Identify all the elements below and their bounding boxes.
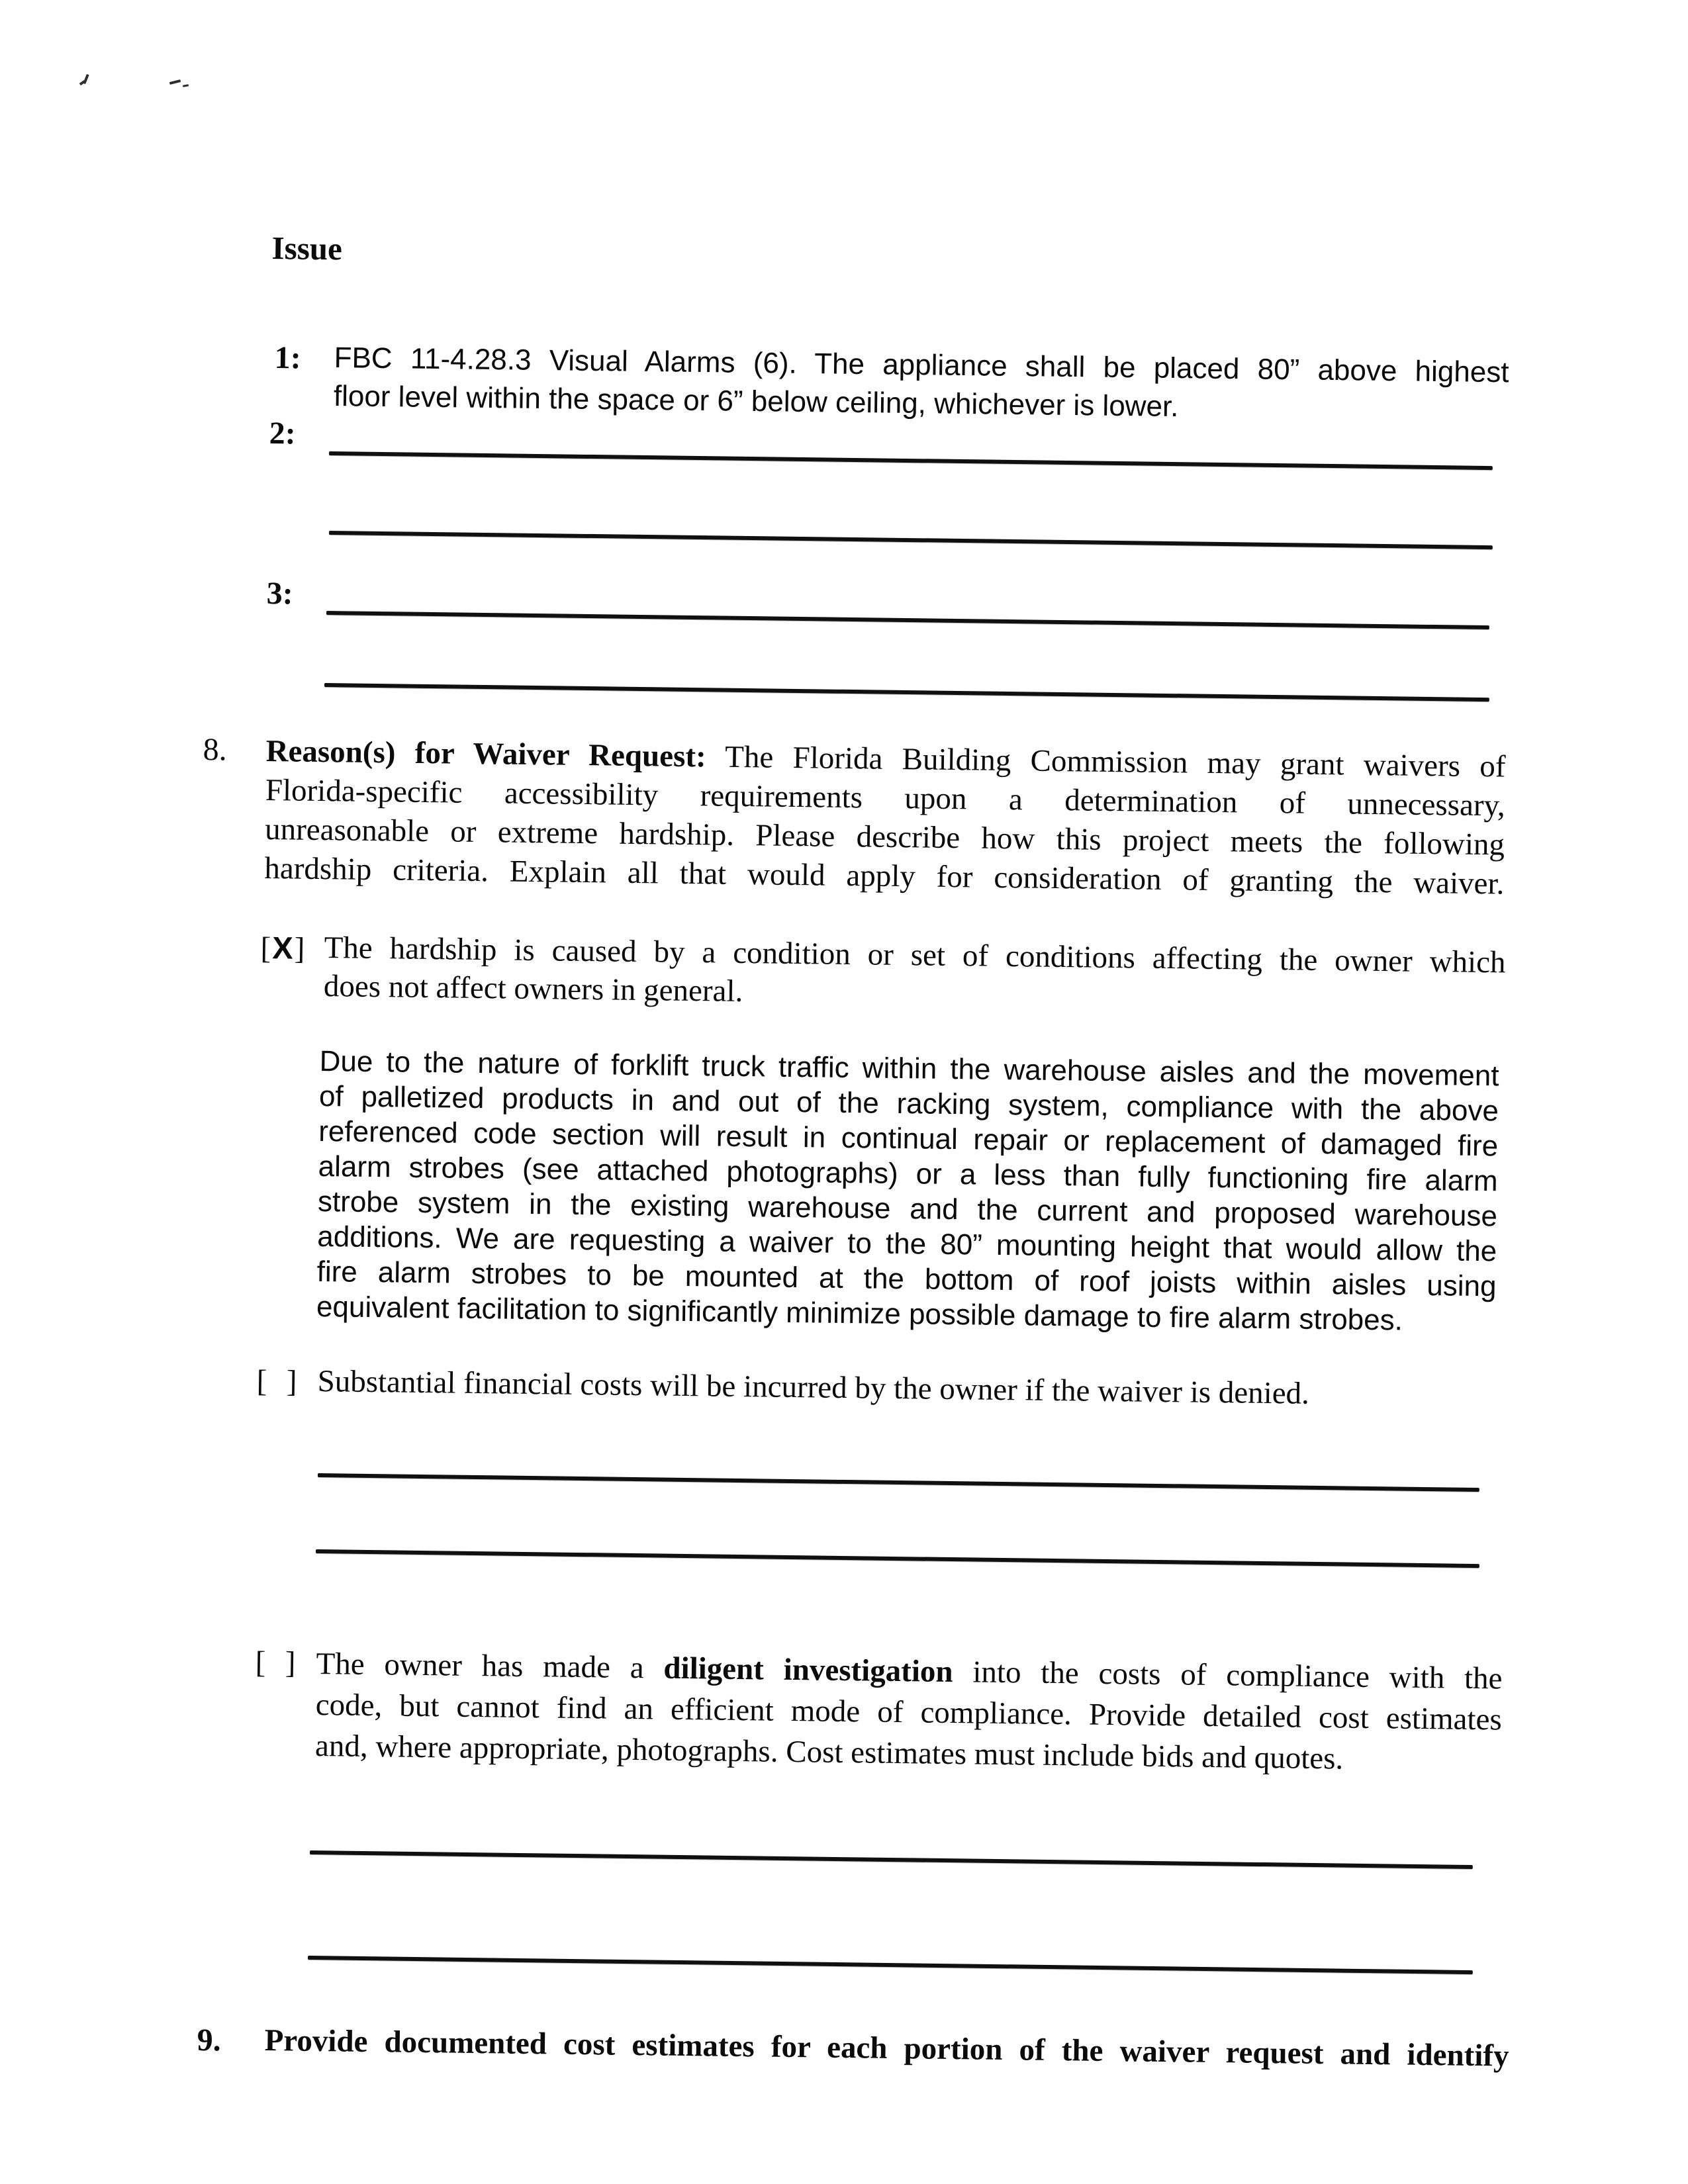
text-line: floor level within the space or 6” below ceiling, whichever is lower. <box>333 379 1179 424</box>
text-line: unreasonable or extreme hardship. Please describe how this project meets the following <box>264 811 1505 862</box>
text-line: fire alarm strobes to be mounted at the bottom of roof joists within aisles using <box>316 1255 1497 1303</box>
text-line: Florida-specific accessibility requirements upon a determination of unnecessary, <box>265 772 1506 823</box>
hardship-response-paragraph <box>316 1044 1499 1339</box>
issue-item-1-text <box>334 339 1509 430</box>
blank-response-line <box>310 1850 1473 1869</box>
text-line: code, but cannot find an efficient mode of compliance. Provide detailed cost estimates <box>315 1687 1503 1737</box>
blank-response-line <box>324 683 1489 702</box>
issue-item-2-number: 2: <box>269 416 296 451</box>
text-line: Reason(s) for Waiver Request: The Florida Building Commission may grant waivers of <box>265 733 1506 784</box>
financial-costs-checkbox: [ ] <box>256 1363 299 1399</box>
text-line: FBC 11-4.28.3 Visual Alarms (6). The appliance shall be placed 80” above highest <box>334 341 1509 389</box>
text-line: The hardship is caused by a condition or set of conditions affecting the owner which <box>324 930 1506 980</box>
text-line: does not affect owners in general. <box>323 968 743 1009</box>
text-line: equivalent facilitation to significantly minimize possible damage to fire alarm strobes. <box>316 1290 1403 1337</box>
section-9-text: Provide documented cost estimates for each portion of the waiver request and identify <box>264 2023 1509 2073</box>
blank-response-line <box>308 1956 1473 1974</box>
diligent-investigation-text <box>315 1643 1503 1782</box>
section-9-number: 9. <box>197 2023 221 2058</box>
text-line: hardship criteria. Explain all that would apply for consideration of granting the waiver. <box>264 850 1505 901</box>
text-line: The owner has made a diligent investigation into the costs of compliance with the <box>316 1646 1503 1696</box>
diligent-investigation-checkbox: [ ] <box>255 1645 297 1680</box>
text-line: Due to the nature of forklift truck traffic within the warehouse aisles and the movement <box>319 1044 1499 1093</box>
hardship-condition-text <box>324 929 1506 1020</box>
text-line: strobe system in the existing warehouse and the current and proposed warehouse <box>317 1185 1498 1233</box>
blank-response-line <box>316 1549 1479 1568</box>
section-8-paragraph <box>264 732 1506 904</box>
text-line: and, where appropriate, photographs. Cost estimates must include bids and quotes. <box>314 1728 1344 1776</box>
blank-response-line <box>329 451 1493 470</box>
financial-costs-text <box>317 1362 1503 1415</box>
issue-item-3-number: 3: <box>266 576 293 612</box>
text-line: of palletized products in and out of the racking system, compliance with the above <box>318 1079 1499 1128</box>
blank-response-line <box>329 531 1493 549</box>
section-8-number: 8. <box>203 732 227 768</box>
text-line: referenced code section will result in continual repair or replacement of damaged fire <box>318 1115 1499 1163</box>
issue-heading: Issue <box>271 229 343 267</box>
blank-response-line <box>326 611 1489 629</box>
issue-item-1-number: 1: <box>274 340 301 376</box>
text-line: Substantial financial costs will be incurred by the owner if the waiver is denied. <box>317 1363 1310 1411</box>
hardship-condition-checkbox: [X] <box>260 930 306 966</box>
text-line: additions. We are requesting a waiver to the 80” mounting height that would allow the <box>317 1220 1497 1268</box>
text-line: alarm strobes (see attached photographs) or a less than fully functioning fire alarm <box>318 1150 1498 1198</box>
blank-response-line <box>318 1473 1479 1492</box>
